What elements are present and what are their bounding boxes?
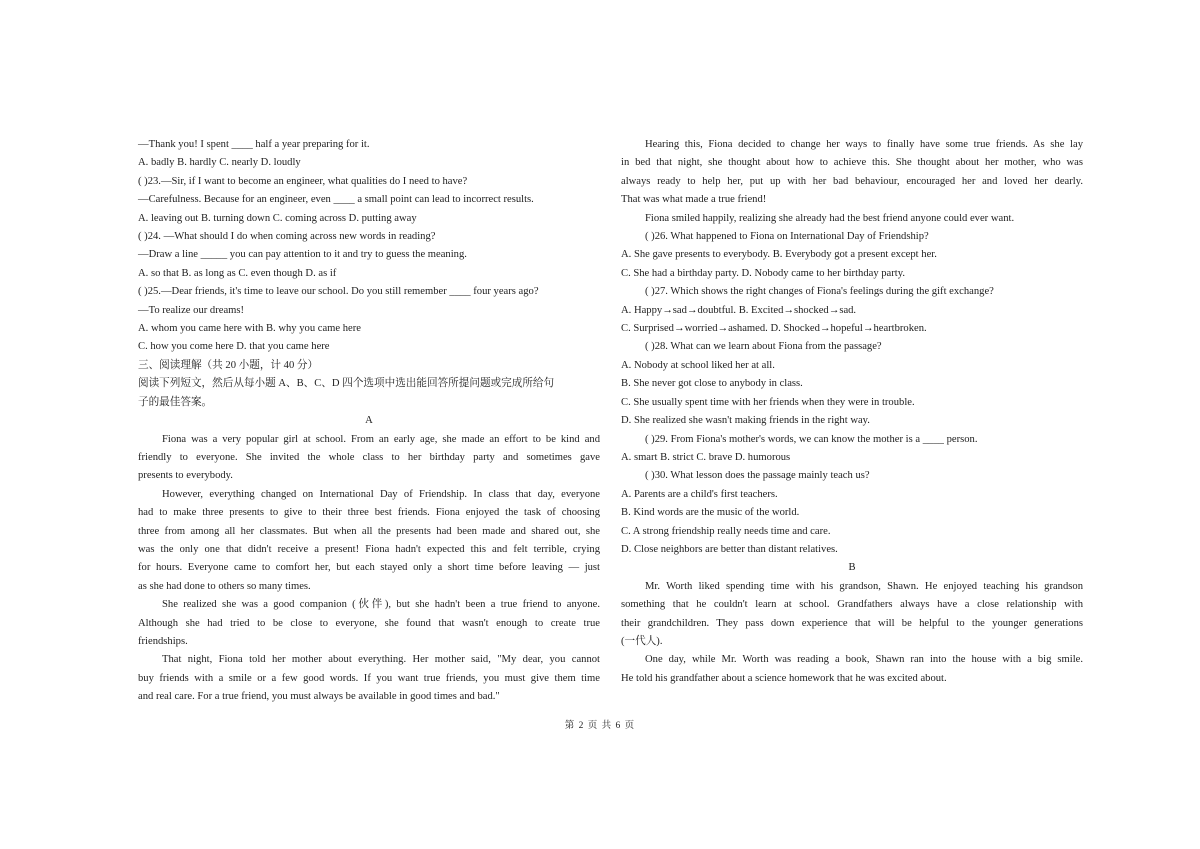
answer-options: A. smart B. strict C. brave D. humorous	[621, 451, 791, 463]
passage-line: always ready to help her, put up with her bad behaviour, encouraged her and loved her dearly.	[621, 175, 1083, 187]
answer-options: A. so that B. as long as C. even though D. as if	[138, 267, 337, 279]
answer-option: C. She usually spent time with her friends when they were in trouble.	[621, 396, 915, 408]
passage-line: That night, Fiona told her mother about everything. Her mother said, "My dear, you cannot	[162, 654, 600, 666]
answer-option: B. She never got close to anybody in class.	[621, 378, 803, 390]
passage-line: had to make three presents to give to their three best friends. Fiona enjoyed the task of choosing	[138, 507, 600, 519]
question-28: ( )28. What can we learn about Fiona from the passage?	[645, 341, 882, 353]
question-30: ( )30. What lesson does the passage mainly teach us?	[645, 470, 870, 482]
passage-line: presents to everybody.	[138, 470, 233, 482]
passage-line: friendly to everyone. She invited the whole class to her birthday party and sometimes gave	[138, 451, 600, 463]
passage-line: That was what made a true friend!	[621, 194, 767, 206]
answer-options: C. how you come here D. that you came here	[138, 341, 330, 353]
answer-options: A. Happy→sad→doubtful. B. Excited→shocked→sad.	[621, 304, 857, 316]
passage-line: for hours. Everyone came to comfort her, but each stayed only a short time before leaving — just	[138, 562, 600, 574]
passage-line: three from among all her classmates. But when all the presents had been made and shared out, she	[138, 525, 600, 537]
answer-options: A. leaving out B. turning down C. coming across D. putting away	[138, 212, 417, 224]
question-29: ( )29. From Fiona's mother's words, we can know the mother is a ____ person.	[645, 433, 978, 445]
left-column	[138, 136, 600, 707]
answer-option: B. Kind words are the music of the world.	[621, 507, 800, 519]
passage-line: in bed that night, she thought about how to achieve this. She thought about her mother, who was	[621, 157, 1083, 169]
passage-line: something that he couldn't learn at school. Grandfathers always have a close relationship with	[621, 599, 1083, 611]
passage-line: buy friends with a smile or a few good words. If you want true friends, you must give them time	[138, 672, 600, 684]
passage-line: One day, while Mr. Worth was reading a book, Shawn ran into the house with a big smile.	[645, 654, 1083, 666]
passage-line: as she had done to others so many times.	[138, 580, 311, 592]
answer-options: A. She gave presents to everybody. B. Everybody got a present except her.	[621, 249, 937, 261]
passage-line: their grandchildren. They pass down experience that will be helpful to the younger generations	[621, 617, 1083, 629]
right-column	[621, 136, 1083, 688]
text-line: —Carefulness. Because for an engineer, even ____ a small point can lead to incorrect results.	[138, 194, 534, 206]
answer-options: A. badly B. hardly C. nearly D. loudly	[138, 157, 301, 169]
section-instructions: 子的最佳答案。	[138, 396, 213, 408]
passage-line: Although she had tried to be close to everyone, she found that wasn't enough to create true	[138, 617, 600, 629]
section-instructions: 阅读下列短文，然后从每小题 A、B、C、D 四个选项中选出能回答所提问题或完成所给句	[138, 378, 555, 390]
passage-line: Mr. Worth liked spending time with his grandson, Shawn. He enjoyed teaching his grandson	[645, 580, 1083, 592]
passage-title-a: A	[365, 415, 373, 427]
text-line: —Draw a line _____ you can pay attention to it and try to guess the meaning.	[138, 249, 467, 261]
text-line: —To realize our dreams!	[138, 304, 245, 316]
passage-line: Fiona was a very popular girl at school. From an early age, she made an effort to be kind and	[162, 433, 600, 445]
passage-line: (一代人).	[621, 635, 663, 647]
question-26: ( )26. What happened to Fiona on International Day of Friendship?	[645, 231, 929, 243]
answer-option: D. She realized she wasn't making friends in the right way.	[621, 415, 870, 427]
passage-line: Fiona smiled happily, realizing she already had the best friend anyone could ever want.	[645, 212, 1015, 224]
passage-line: She realized she was a good companion (伙伴), but she hadn't been a true friend to anyone.	[162, 599, 600, 611]
question-27: ( )27. Which shows the right changes of Fiona's feelings during the gift exchange?	[645, 286, 994, 298]
answer-options: C. She had a birthday party. D. Nobody came to her birthday party.	[621, 267, 905, 279]
answer-option: D. Close neighbors are better than distant relatives.	[621, 543, 838, 555]
passage-line: However, everything changed on International Day of Friendship. In class that day, everyone	[162, 488, 600, 500]
answer-option: C. A strong friendship really needs time and care.	[621, 525, 831, 537]
answer-option: A. Nobody at school liked her at all.	[621, 359, 775, 371]
passage-line: Hearing this, Fiona decided to change her ways to finally have some true friends. As she lay	[645, 139, 1083, 150]
passage-line: was the only one that didn't receive a present! Fiona hadn't expected this and felt terrible, crying	[138, 543, 600, 555]
passage-line: He told his grandfather about a science homework that he was excited about.	[621, 672, 947, 684]
answer-options: A. whom you came here with B. why you came here	[138, 323, 361, 335]
passage-line: and real care. For a true friend, you must always be available in good times and bad."	[138, 691, 500, 703]
page-number: 第 2 页 共 6 页	[564, 721, 636, 731]
question-23: ( )23.—Sir, if I want to become an engineer, what qualities do I need to have?	[138, 175, 468, 187]
passage-line: friendships.	[138, 635, 188, 647]
text-line: —Thank you! I spent ____ half a year preparing for it.	[138, 139, 370, 150]
question-24: ( )24. —What should I do when coming across new words in reading?	[138, 231, 436, 243]
answer-options: C. Surprised→worried→ashamed. D. Shocked→hopeful→heartbroken.	[621, 323, 927, 335]
answer-option: A. Parents are a child's first teachers.	[621, 488, 778, 500]
question-25: ( )25.—Dear friends, it's time to leave our school. Do you still remember ____ four years ago?	[138, 286, 539, 298]
passage-title-b: B	[848, 562, 856, 574]
section-heading: 三、阅读理解（共 20 小题，计 40 分）	[138, 359, 319, 371]
